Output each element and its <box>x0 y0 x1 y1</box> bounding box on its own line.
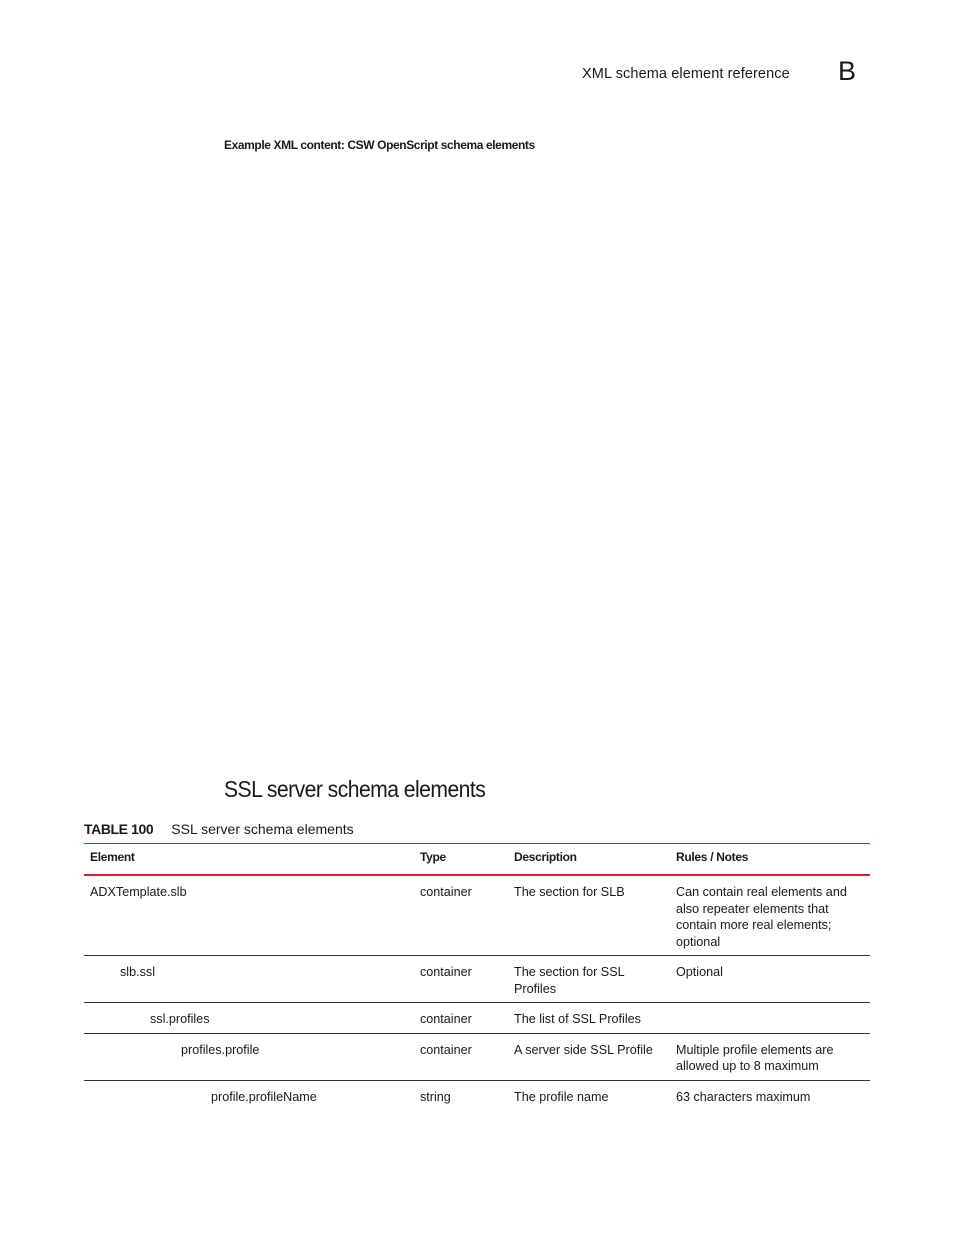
column-header-rules: Rules / Notes <box>676 850 749 864</box>
table-row <box>84 956 870 1003</box>
table-caption-text: SSL server schema elements <box>171 821 354 837</box>
description-cell: A server side SSL Profile <box>514 1042 653 1057</box>
table-row <box>84 1080 870 1110</box>
rules-cell: Multiple profile elements are allowed up to 8 maximum <box>676 1042 834 1073</box>
description-cell: The list of SSL Profiles <box>514 1012 641 1026</box>
running-header-title: XML schema element reference <box>582 66 790 82</box>
description-cell: The section for SLB <box>514 885 625 899</box>
table-row <box>84 1033 870 1080</box>
element-cell: slb.ssl <box>120 965 155 979</box>
element-cell: profiles.profile <box>181 1042 260 1057</box>
table-caption <box>84 821 354 837</box>
table-row <box>84 875 870 956</box>
description-cell: The profile name <box>514 1089 609 1104</box>
type-cell: string <box>420 1089 451 1104</box>
column-header-element: Element <box>90 850 135 864</box>
description-cell: The section for SSL Profiles <box>514 965 625 996</box>
column-header-type: Type <box>420 850 446 864</box>
rules-cell: Optional <box>676 965 723 979</box>
appendix-letter: B <box>838 56 857 86</box>
element-cell: ssl.profiles <box>150 1012 210 1026</box>
column-header-description: Description <box>514 850 577 864</box>
schema-table <box>84 843 870 1110</box>
element-cell: ADXTemplate.slb <box>90 885 187 899</box>
table-row <box>84 1003 870 1034</box>
rules-cell: Can contain real elements and also repeater elements that contain more real elements; optional <box>676 885 847 949</box>
element-cell: profile.profileName <box>211 1089 317 1104</box>
type-cell: container <box>420 1042 472 1057</box>
table-number: TABLE 100 <box>84 821 154 837</box>
type-cell: container <box>420 1012 472 1026</box>
type-cell: container <box>420 885 472 899</box>
section-title: SSL server schema elements <box>224 776 486 802</box>
rules-cell <box>670 1003 870 1034</box>
example-caption: Example XML content: CSW OpenScript schema elements <box>224 138 535 152</box>
table-header-row <box>84 844 870 876</box>
rules-cell: 63 characters maximum <box>676 1089 811 1104</box>
type-cell: container <box>420 965 472 979</box>
